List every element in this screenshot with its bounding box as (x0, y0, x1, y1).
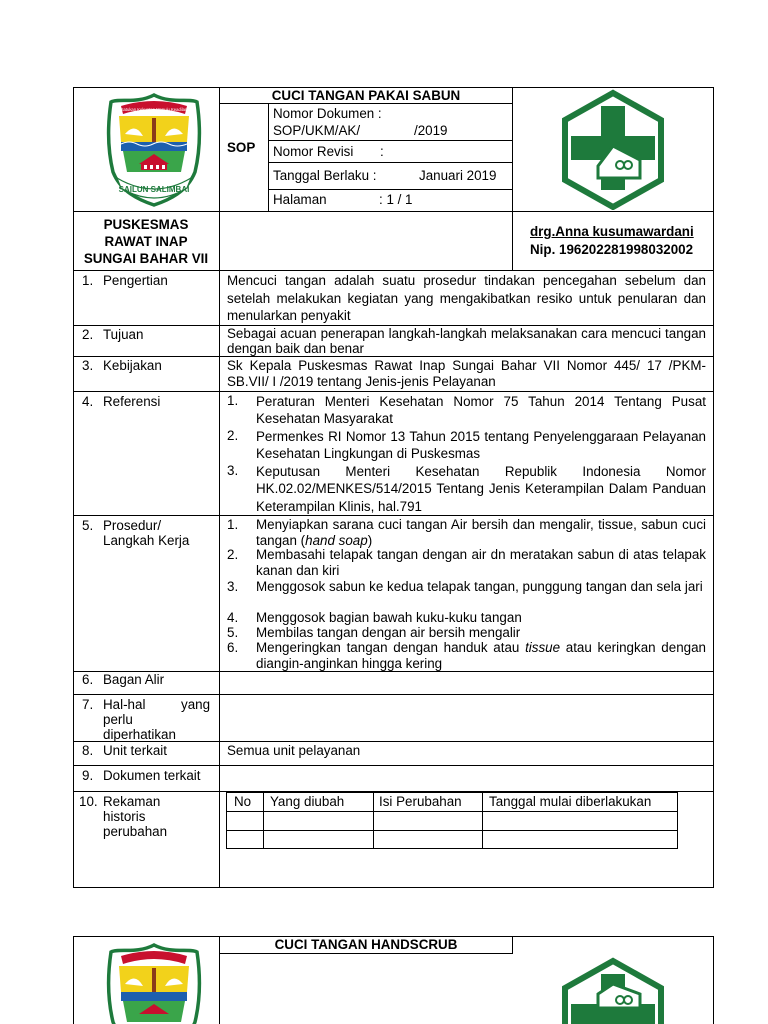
row-number: 1. (82, 273, 94, 288)
row-label-halhal-diperhatikan: diperhatikan (103, 727, 176, 742)
row-number: 3. (82, 358, 94, 373)
puskesmas-logo (554, 956, 672, 1024)
document-number-value: SOP/UKM/AK/ (273, 123, 361, 138)
row-label-prosedur-2: Langkah Kerja (103, 533, 190, 548)
row-number: 9. (82, 768, 94, 783)
row-label-halhal: Hal-hal (103, 697, 146, 712)
document-number-year: /2019 (414, 123, 448, 138)
row-label-rekaman: Rekaman (103, 794, 161, 809)
step-number: 3. (227, 579, 239, 594)
regency-logo (103, 942, 205, 1024)
row-number: 10. (79, 794, 98, 809)
second-sop-title: CUCI TANGAN HANDSCRUB (274, 937, 458, 952)
signer-name: drg.Anna kusumawardani (530, 224, 694, 239)
signer-nip: Nip. 196202281998032002 (530, 242, 694, 257)
table-header: No (234, 794, 252, 809)
table-header: Yang diubah (270, 794, 345, 809)
row-label-unit: Unit terkait (103, 743, 167, 758)
org-name-line3: SUNGAI BAHAR VII (83, 251, 209, 266)
reference-item: Keputusan Menteri Kesehatan Republik Indonesia Nomor HK.02.02/MENKES/514/2015 Tentang Jenis Keterampilan Dalam Panduan Keterampilan Klinis, hal.791 (256, 464, 706, 514)
reference-number: 1. (227, 393, 239, 408)
row-number: 6. (82, 672, 94, 687)
row-label-tujuan: Tujuan (103, 327, 144, 342)
step-number: 6. (227, 640, 239, 655)
sop-label: SOP (227, 140, 256, 155)
step-number: 4. (227, 610, 239, 625)
reference-number: 3. (227, 463, 239, 478)
document-number-label: Nomor Dokumen : (273, 106, 382, 121)
row-label-rekaman-3: perubahan (103, 824, 168, 839)
sop-title: CUCI TANGAN PAKAI SABUN (271, 88, 461, 103)
row-label-halhal-yang: yang (181, 697, 211, 712)
row-label-dokumen: Dokumen terkait (103, 768, 201, 783)
row-label-halhal-perlu: perlu (103, 712, 133, 727)
org-name-line2: RAWAT INAP (104, 234, 188, 249)
step-number: 1. (227, 517, 239, 532)
step-number: 2. (227, 547, 239, 562)
table-header: Tanggal mulai diberlakukan (489, 794, 652, 809)
revision-label: Nomor Revisi (273, 144, 354, 159)
row-text-kebijakan: Sk Kepala Puskesmas Rawat Inap Sungai Bahar VII Nomor 445/ 17 /PKM-SB.VII/ I /2019 tentang Jenis-jenis Pelayanan (227, 358, 706, 389)
procedure-step-3: Menggosok sabun ke kedua telapak tangan, punggung tangan dan sela jari (256, 579, 703, 594)
page-value: : 1 / 1 (379, 192, 413, 207)
table-header: Isi Perubahan (379, 794, 462, 809)
row-number: 8. (82, 743, 94, 758)
row-label-kebijakan: Kebijakan (103, 358, 162, 373)
row-number: 2. (82, 327, 94, 342)
row-text-pengertian: Mencuci tangan adalah suatu prosedur tindakan pencegahan sebelum dan setelah melakukan kegiatan yang mengakibatkan resiko untuk penularan dan menularkan penyakit (227, 273, 706, 323)
row-text-tujuan: Sebagai acuan penerapan langkah-langkah melaksanakan cara mencuci tangan dengan baik dan benar (227, 326, 706, 356)
step-number: 5. (227, 625, 239, 640)
effective-date-label: Tanggal Berlaku : (273, 168, 377, 183)
effective-date-value: Januari 2019 (419, 168, 497, 183)
logo-ribbon-text: Satukan Kekuatan Menuju Keadilan (120, 107, 188, 112)
row-number: 4. (82, 394, 94, 409)
page-label: Halaman (273, 192, 327, 207)
row-label-rekaman-2: historis (103, 809, 146, 824)
row-number: 7. (82, 697, 94, 712)
procedure-step-6: Mengeringkan tangan dengan handuk atau tissue atau keringkan dengan diangin-anginkan hingga kering (256, 640, 706, 671)
puskesmas-logo (554, 88, 672, 210)
procedure-step-1: Menyiapkan sarana cuci tangan Air bersih dan mengalir, tissue, sabun cuci tangan (hand soap) (256, 517, 706, 548)
reference-item: Peraturan Menteri Kesehatan Nomor 75 Tahun 2014 Tentang Pusat Kesehatan Masyarakat (256, 394, 706, 426)
row-text-unit: Semua unit pelayanan (227, 743, 361, 758)
regency-logo (103, 92, 205, 208)
logo-scroll-text: SAILUN SALIMBAI (118, 185, 190, 194)
revision-colon: : (380, 144, 384, 159)
row-label-referensi: Referensi (103, 394, 161, 409)
row-label-pengertian: Pengertian (103, 273, 168, 288)
row-number: 5. (82, 518, 94, 533)
procedure-step-5: Membilas tangan dengan air bersih mengalir (256, 625, 521, 640)
procedure-step-4: Menggosok bagian bawah kuku-kuku tangan (256, 610, 522, 625)
org-name-line1: PUSKESMAS (103, 217, 189, 232)
procedure-step-2: Membasahi telapak tangan dengan air dn meratakan sabun di atas telapak kanan dan kiri (256, 547, 706, 578)
row-label-bagan: Bagan Alir (103, 672, 165, 687)
reference-item: Permenkes RI Nomor 13 Tahun 2015 tentang Penyelenggaraan Pelayanan Kesehatan Lingkungan di Puskesmas (256, 429, 706, 461)
row-label-prosedur: Prosedur/ (103, 518, 162, 533)
reference-number: 2. (227, 428, 239, 443)
